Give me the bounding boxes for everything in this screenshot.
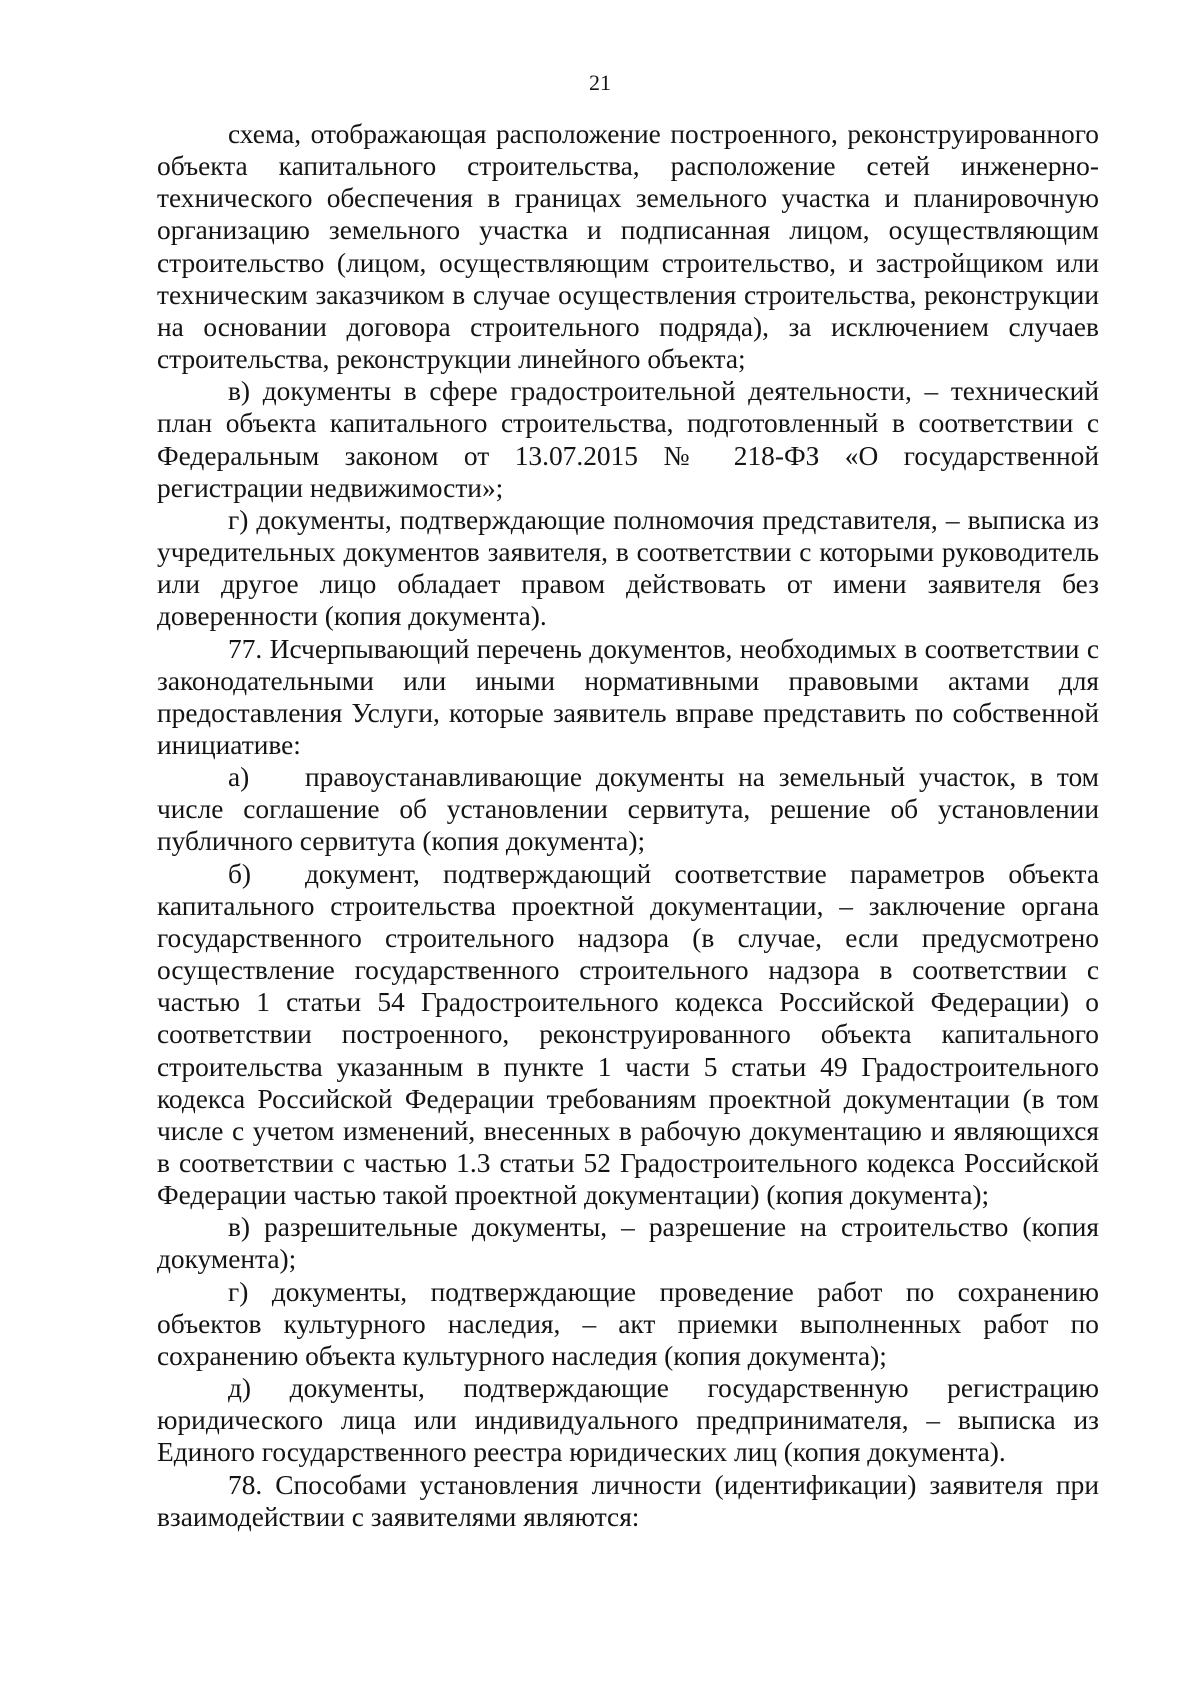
paragraph-building-permit: в) разрешительные документы, – разрешение на строительство (копия документа); [157,1212,1099,1275]
paragraph-land-title-docs [157,761,1099,857]
paragraph-legal-entity-registration: д) документы, подтверждающие государственную регистрацию юридического лица или индивидуального предпринимателя, – выписка из Единого государственного реестра юридических лиц (копия документа). [157,1373,1099,1468]
paragraph-section-77: 77. Исчерпывающий перечень документов, необходимых в соответствии с законодательными или иными нормативными правовыми актами для предоставления Услуги, которые заявитель вправе представить по собственной инициативе: [157,633,1099,760]
page-number: 21 [589,70,611,95]
paragraph-site-plan-scheme: схема, отображающая расположение построенного, реконструированного объекта капитального строительства, расположение сетей инженерно-технического обеспечения в границах земельного участка и планировочную организацию земельного участка и подписанная лицом, осуществляющим строительство (лицом, осуществляющим строительство, и застройщиком или техническим заказчиком в случае осуществления строительства, реконструкции на основании договора строительного подряда), за исключением случаев строительства, реконструкции линейного объекта; [157,119,1099,375]
list-marker: а) [228,762,250,793]
paragraph-representative-authority: г) документы, подтверждающие полномочия представителя, – выписка из учредительных документов заявителя, в соответствии с которыми руководитель или другое лицо обладает правом действовать от имени заявителя без доверенности (копия документа). [157,504,1099,632]
paragraph-text: документ, подтверждающий соответствие параметров объекта капитального строительства проектной документации, – заключение органа государственного строительного надзора (в случае, если предусмотрено осуществление государственного строительного надзора в соответствии с частью 1 статьи 54 Градостроительного кодекса Российской Федерации) о соответствии построенного, реконструированного объекта капитального строительства указанным в пункте 1 части 5 статьи 49 Градостроительного кодекса Российской Федерации требованиям проектной документации (в том числе с учетом изменений, внесенных в рабочую документацию и являющихся в соответствии с частью 1.3 статьи 52 Градостроительного кодекса Российской Федерации частью такой проектной документации) (копия документа); [157,858,1099,1211]
paragraph-compliance-conclusion [157,858,1099,1212]
paragraph-cultural-heritage: г) документы, подтверждающие проведение работ по сохранению объектов культурного наследия, – акт приемки выполненных работ по сохранению объекта культурного наследия (копия документа); [157,1276,1099,1371]
paragraph-text: правоустанавливающие документы на земельный участок, в том числе соглашение об установлении сервитута, решение об установлении публичного сервитута (копия документа); [157,762,1099,857]
list-marker: б) [228,858,252,889]
paragraph-technical-plan: в) документы в сфере градостроительной деятельности, – технический план объекта капитального строительства, подготовленный в соответствии с Федеральным законом от 13.07.2015 № 218-ФЗ «О государственной регистрации недвижимости»; [157,376,1099,503]
paragraph-section-78: 78. Способами установления личности (идентификации) заявителя при взаимодействии с заявителями являются: [157,1469,1099,1532]
document-body [157,118,1099,1533]
